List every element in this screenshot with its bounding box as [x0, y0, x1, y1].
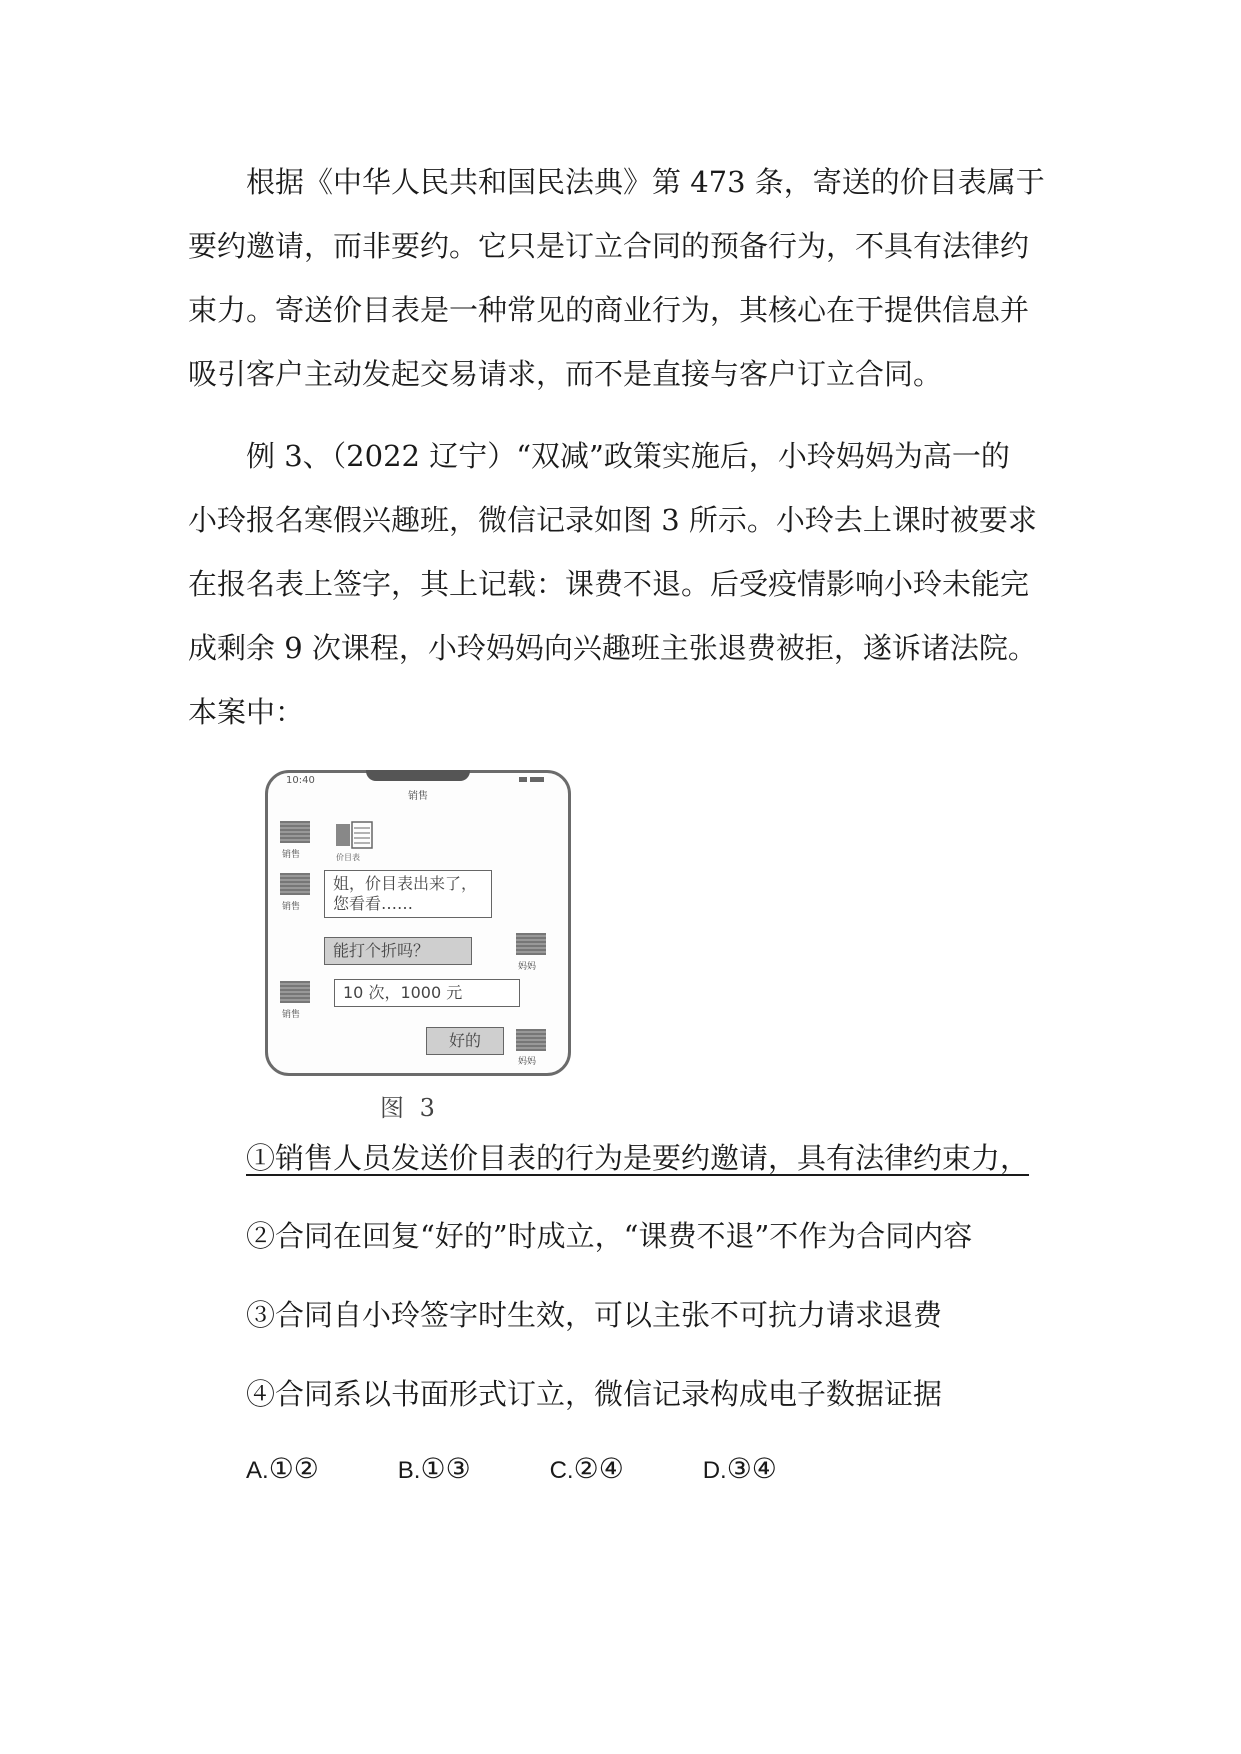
- receiver-label: 妈妈: [518, 962, 537, 972]
- explanation-paragraph: [188, 150, 1048, 406]
- choice-value: ①②: [268, 1452, 319, 1485]
- choice-c[interactable]: [550, 1452, 624, 1485]
- choice-letter: D.: [702, 1457, 727, 1484]
- sender-avatar: [280, 981, 310, 1003]
- file-label: 价目表: [336, 853, 360, 862]
- option-1: ①销售人员发送价目表的行为是要约邀请，具有法律约束力，: [246, 1141, 1030, 1175]
- chat-title: 销售: [408, 791, 428, 802]
- chat-bubble: 10 次，1000 元: [334, 979, 520, 1007]
- paragraph-line: 例 3、（2022 辽宁）“双减”政策实施后，小玲妈妈为高一的: [246, 439, 1010, 473]
- paragraph-line: 吸引客户主动发起交易请求，而不是直接与客户订立合同。: [188, 357, 943, 391]
- status-time: 10:40: [286, 775, 315, 786]
- phone-notch: [366, 770, 470, 781]
- choice-b[interactable]: [398, 1452, 471, 1485]
- receiver-avatar: [516, 1029, 546, 1051]
- option-4: ④合同系以书面形式订立，微信记录构成电子数据证据: [246, 1377, 943, 1411]
- option-3: ③合同自小玲签字时生效，可以主张不可抗力请求退费: [246, 1298, 943, 1332]
- chat-bubble: 能打个折吗？: [324, 937, 472, 965]
- price-list-file-icon: [334, 821, 374, 849]
- wechat-screenshot-figure: [265, 770, 571, 1076]
- choice-a[interactable]: [246, 1452, 319, 1485]
- paragraph-line: 束力。寄送价目表是一种常见的商业行为，其核心在于提供信息并: [188, 293, 1030, 327]
- paragraph-line: 根据《中华人民共和国民法典》第 473 条，寄送的价目表属于: [246, 165, 1045, 199]
- answer-choices: [246, 1452, 847, 1485]
- choice-d[interactable]: [703, 1452, 777, 1485]
- receiver-label: 妈妈: [518, 1057, 537, 1067]
- choice-value: ②④: [573, 1452, 624, 1485]
- signal-icon: [516, 777, 550, 783]
- sender-label: 销售: [282, 902, 301, 912]
- sender-label: 销售: [282, 850, 301, 860]
- chat-bubble: 好的: [426, 1027, 504, 1055]
- choice-letter: B.: [397, 1457, 421, 1484]
- paragraph-line: 本案中：: [188, 695, 305, 729]
- sender-avatar: [280, 821, 310, 843]
- paragraph-line: 要约邀请，而非要约。它只是订立合同的预备行为，不具有法律约: [188, 229, 1030, 263]
- figure-caption: 图 3: [380, 1094, 439, 1122]
- paragraph-line: 在报名表上签字，其上记载：课费不退。后受疫情影响小玲未能完: [188, 567, 1030, 601]
- sender-avatar: [280, 873, 310, 895]
- chat-bubble: 姐，价目表出来了，您看看……: [324, 870, 492, 918]
- paragraph-line: 小玲报名寒假兴趣班，微信记录如图 3 所示。小玲去上课时被要求: [188, 503, 1037, 537]
- question-stem: [188, 424, 1048, 744]
- paragraph-line: 成剩余 9 次课程，小玲妈妈向兴趣班主张退费被拒，遂诉诸法院。: [188, 631, 1037, 665]
- choice-letter: A.: [246, 1457, 269, 1484]
- choice-value: ①③: [420, 1452, 471, 1485]
- choice-value: ③④: [726, 1452, 777, 1485]
- choice-letter: C.: [549, 1457, 574, 1484]
- option-2: ②合同在回复“好的”时成立，“课费不退”不作为合同内容: [246, 1219, 973, 1253]
- receiver-avatar: [516, 933, 546, 955]
- sender-label: 销售: [282, 1010, 301, 1020]
